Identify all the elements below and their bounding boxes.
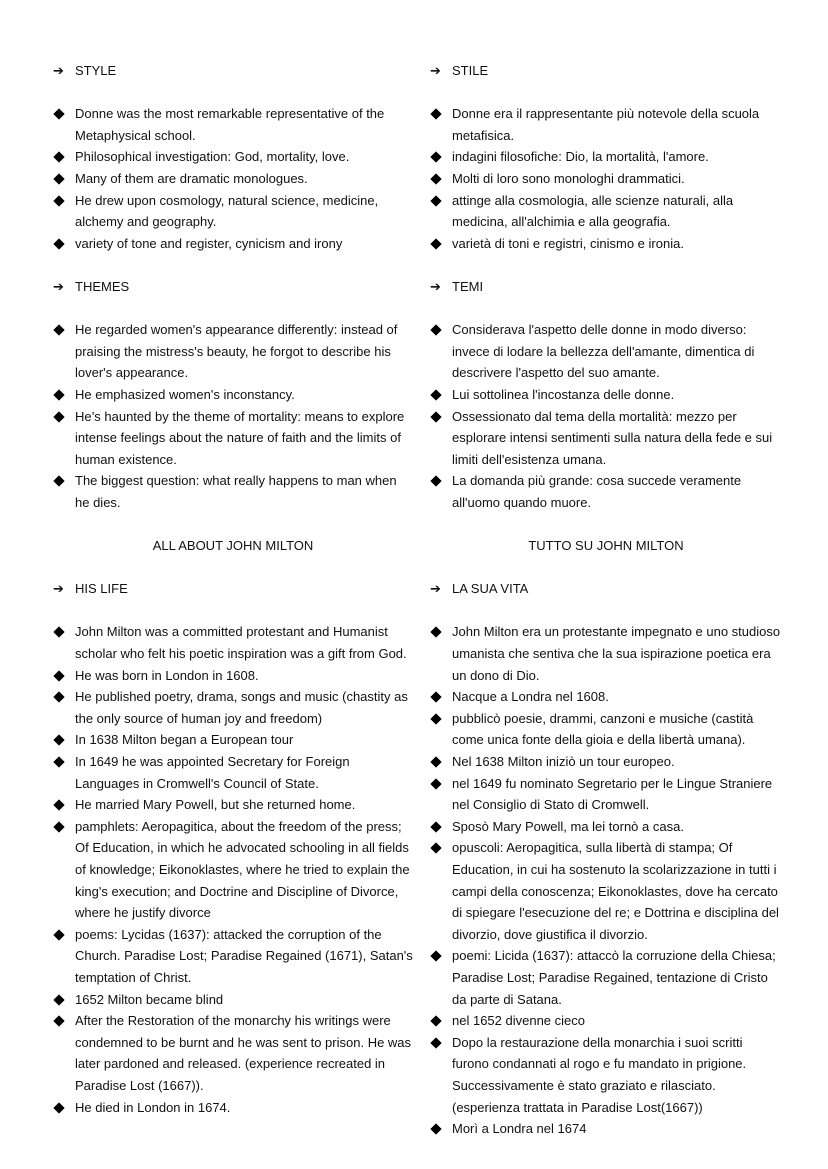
list-item — [430, 686, 782, 708]
list-item-text: varietà di toni e registri, cinismo e ironia. — [452, 235, 684, 251]
diamond-bullet-icon — [53, 173, 65, 185]
list-item — [53, 146, 413, 168]
list-item — [430, 1032, 782, 1118]
list-item — [53, 924, 413, 989]
diamond-bullet-icon — [53, 929, 65, 941]
style-heading — [430, 60, 782, 82]
diamond-bullet-icon — [430, 108, 442, 120]
list-item — [53, 751, 413, 794]
list-item-text: nel 1652 divenne cieco — [452, 1013, 585, 1029]
diamond-bullet-icon — [53, 108, 65, 120]
list-item-text: He died in London in 1674. — [75, 1099, 231, 1115]
list-item — [430, 233, 782, 255]
diamond-bullet-icon — [53, 411, 65, 423]
diamond-bullet-icon — [53, 475, 65, 487]
list-item-text: John Milton era un protestante impegnato e uno studioso umanista che sentiva che la sua ispirazione poetica era un dono di Dio. — [452, 624, 781, 683]
diamond-bullet-icon — [430, 173, 442, 185]
list-item-text: He was born in London in 1608. — [75, 667, 259, 683]
list-item-text: Dopo la restaurazione della monarchia i suoi scritti furono condannati al rogo e fu mandato in prigione. Successivamente è stato graziato e rilasciato. (esperienza trattata in Paradise Lost(1667)) — [452, 1034, 747, 1115]
list-item — [53, 794, 413, 816]
list-item — [430, 945, 782, 1010]
themes-heading — [430, 276, 782, 298]
list-item-text: pamphlets: Aeropagitica, about the freedom of the press; Of Education, in which he advocated schooling in all fields of knowledge; Eikonoklastes, where he tried to explain the king's execution; and Doctrine and Discipline of Divorce, where he justify divorce — [75, 818, 410, 921]
list-item — [430, 384, 782, 406]
italian-column — [430, 60, 782, 1161]
diamond-bullet-icon — [53, 799, 65, 811]
list-item-text: La domanda più grande: cosa succede veramente all'uomo quando muore. — [452, 473, 742, 510]
diamond-bullet-icon — [430, 238, 442, 250]
list-item — [53, 729, 413, 751]
list-item — [53, 384, 413, 406]
diamond-bullet-icon — [53, 670, 65, 682]
diamond-bullet-icon — [53, 626, 65, 638]
list-item — [430, 751, 782, 773]
themes-list — [53, 319, 413, 513]
diamond-bullet-icon — [430, 1123, 442, 1135]
list-item-text: poemi: Licida (1637): attaccò la corruzione della Chiesa; Paradise Lost; Paradise Regained, tentazione di Cristo da parte di Satana. — [452, 948, 776, 1007]
section-title: TUTTO SU JOHN MILTON — [528, 538, 684, 554]
list-item-text: Donne was the most remarkable representative of the Metaphysical school. — [75, 106, 385, 143]
diamond-bullet-icon — [53, 324, 65, 336]
arrow-right-icon: ➔ — [53, 278, 64, 294]
diamond-bullet-icon — [53, 1015, 65, 1027]
list-item-text: opuscoli: Aeropagitica, sulla libertà di stampa; Of Education, in cui ha sostenuto la scolarizzazione in tutti i campi della conoscenza; Eikonoklastes, dove ha cercato di spiegare l'esecuzione del re; e Dottrina e disciplina del divorzio, dove giustifica il divorzio. — [452, 840, 779, 942]
diamond-bullet-icon — [430, 778, 442, 790]
diamond-bullet-icon — [53, 1102, 65, 1114]
list-item-text: Donne era il rappresentante più notevole della scuola metafisica. — [452, 106, 760, 143]
list-item-text: He drew upon cosmology, natural science, medicine, alchemy and geography. — [75, 192, 379, 230]
list-item — [430, 168, 782, 190]
english-column — [53, 60, 413, 1140]
diamond-bullet-icon — [430, 1015, 442, 1027]
arrow-right-icon: ➔ — [53, 63, 64, 78]
arrow-right-icon: ➔ — [430, 581, 441, 597]
list-item — [53, 665, 413, 687]
list-item — [430, 621, 782, 686]
list-item — [430, 146, 782, 168]
diamond-bullet-icon — [430, 151, 442, 163]
list-item-text: In 1638 Milton began a European tour — [75, 732, 294, 748]
list-item — [430, 708, 782, 751]
list-item-text: The biggest question: what really happens to man when he dies. — [75, 473, 397, 510]
list-item — [53, 319, 413, 384]
diamond-bullet-icon — [53, 821, 65, 833]
list-item-text: poems: Lycidas (1637): attacked the corruption of the Church. Paradise Lost; Paradise Regained (1671), Satan's temptation of Christ. — [75, 926, 413, 985]
list-item — [53, 168, 413, 190]
list-item — [53, 103, 413, 146]
life-heading-text: LA SUA VITA — [452, 581, 529, 597]
list-item — [53, 470, 413, 513]
list-item — [53, 406, 413, 471]
list-item — [430, 406, 782, 471]
arrow-right-icon: ➔ — [53, 581, 64, 597]
themes-heading-text: THEMES — [75, 278, 130, 294]
life-heading — [430, 578, 782, 600]
list-item-text: Morì a Londra nel 1674 — [452, 1121, 587, 1137]
list-item-text: He published poetry, drama, songs and music (chastity as the only source of human joy and freedom) — [75, 689, 408, 726]
list-item — [53, 233, 413, 255]
list-item-text: He regarded women's appearance differently: instead of praising the mistress's beauty, he forgot to describe his lover's appearance. — [75, 322, 398, 381]
list-item-text: Molti di loro sono monologhi drammatici. — [452, 170, 685, 186]
list-item-text: Philosophical investigation: God, mortality, love. — [75, 149, 350, 165]
list-item — [430, 319, 782, 384]
life-heading-text: HIS LIFE — [75, 581, 128, 597]
diamond-bullet-icon — [53, 238, 65, 250]
themes-list — [430, 319, 782, 513]
style-heading-text: STYLE — [75, 63, 117, 78]
list-item-text: indagini filosofiche: Dio, la mortalità, l'amore. — [452, 149, 709, 165]
list-item — [53, 1097, 413, 1119]
diamond-bullet-icon — [53, 734, 65, 746]
style-heading-text: STILE — [452, 63, 489, 78]
life-list — [53, 621, 413, 1118]
diamond-bullet-icon — [53, 195, 65, 207]
life-heading — [53, 578, 413, 600]
list-item-text: After the Restoration of the monarchy his writings were condemned to be burnt and he was sent to prison. He was later pardoned and released. (experience recreated in Paradise Lost (1667)). — [75, 1013, 412, 1093]
list-item — [430, 1118, 782, 1140]
arrow-right-icon: ➔ — [430, 63, 441, 78]
list-item-text: Nacque a Londra nel 1608. — [452, 689, 609, 705]
list-item — [430, 470, 782, 513]
themes-heading-text: TEMI — [452, 278, 484, 294]
list-item-text: Sposò Mary Powell, ma lei tornò a casa. — [452, 818, 684, 834]
list-item-text: 1652 Milton became blind — [75, 991, 224, 1007]
list-item-text: variety of tone and register, cynicism and irony — [75, 235, 343, 251]
list-item-text: Lui sottolinea l'incostanza delle donne. — [452, 386, 675, 402]
diamond-bullet-icon — [430, 756, 442, 768]
list-item — [53, 816, 413, 924]
diamond-bullet-icon — [430, 626, 442, 638]
diamond-bullet-icon — [53, 994, 65, 1006]
list-item-text: attinge alla cosmologia, alle scienze naturali, alla medicina, all'alchimia e alla geografia. — [452, 192, 734, 230]
diamond-bullet-icon — [53, 756, 65, 768]
list-item — [53, 989, 413, 1011]
style-list — [53, 103, 413, 254]
list-item — [430, 1010, 782, 1032]
diamond-bullet-icon — [430, 842, 442, 854]
arrow-right-icon: ➔ — [430, 278, 441, 294]
list-item-text: Nel 1638 Milton iniziò un tour europeo. — [452, 754, 675, 769]
list-item — [430, 837, 782, 945]
list-item-text: Ossessionato dal tema della mortalità: mezzo per esplorare intensi sentimenti sulla natura della fede e sui limiti dell'esistenza umana. — [452, 408, 773, 467]
diamond-bullet-icon — [430, 475, 442, 487]
diamond-bullet-icon — [53, 389, 65, 401]
list-item-text: John Milton was a committed protestant and Humanist scholar who felt his poetic inspiration was a gift from God. — [75, 624, 407, 662]
section-title: ALL ABOUT JOHN MILTON — [152, 538, 314, 554]
diamond-bullet-icon — [53, 151, 65, 163]
diamond-bullet-icon — [430, 195, 442, 207]
list-item — [53, 686, 413, 729]
themes-heading — [53, 276, 413, 298]
list-item-text: He married Mary Powell, but she returned home. — [75, 797, 356, 813]
style-list — [430, 103, 782, 254]
diamond-bullet-icon — [53, 691, 65, 703]
list-item — [53, 190, 413, 233]
diamond-bullet-icon — [430, 411, 442, 423]
list-item — [430, 190, 782, 233]
list-item — [430, 773, 782, 816]
list-item — [53, 621, 413, 664]
diamond-bullet-icon — [430, 691, 442, 703]
list-item-text: nel 1649 fu nominato Segretario per le Lingue Straniere nel Consiglio di Stato di Cromwell. — [452, 775, 773, 813]
list-item-text: Considerava l'aspetto delle donne in modo diverso: invece di lodare la bellezza dell'amante, dimentica di descrivere l'aspetto del suo amante. — [452, 322, 755, 381]
diamond-bullet-icon — [430, 324, 442, 336]
style-heading — [53, 60, 413, 82]
list-item-text: Many of them are dramatic monologues. — [75, 170, 308, 186]
diamond-bullet-icon — [430, 1037, 442, 1049]
diamond-bullet-icon — [430, 821, 442, 833]
list-item-text: In 1649 he was appointed Secretary for Foreign Languages in Cromwell's Council of State. — [75, 754, 350, 791]
diamond-bullet-icon — [430, 389, 442, 401]
life-list — [430, 621, 782, 1139]
list-item — [430, 103, 782, 146]
list-item-text: He’s haunted by the theme of mortality: means to explore intense feelings about the nature of faith and the limits of human existence. — [75, 408, 405, 467]
diamond-bullet-icon — [430, 950, 442, 962]
list-item — [430, 816, 782, 838]
list-item — [53, 1010, 413, 1096]
list-item-text: pubblicò poesie, drammi, canzoni e musiche (castità come unica fonte della gioia e della libertà umana). — [452, 710, 754, 748]
diamond-bullet-icon — [430, 713, 442, 725]
list-item-text: He emphasized women's inconstancy. — [75, 386, 295, 402]
